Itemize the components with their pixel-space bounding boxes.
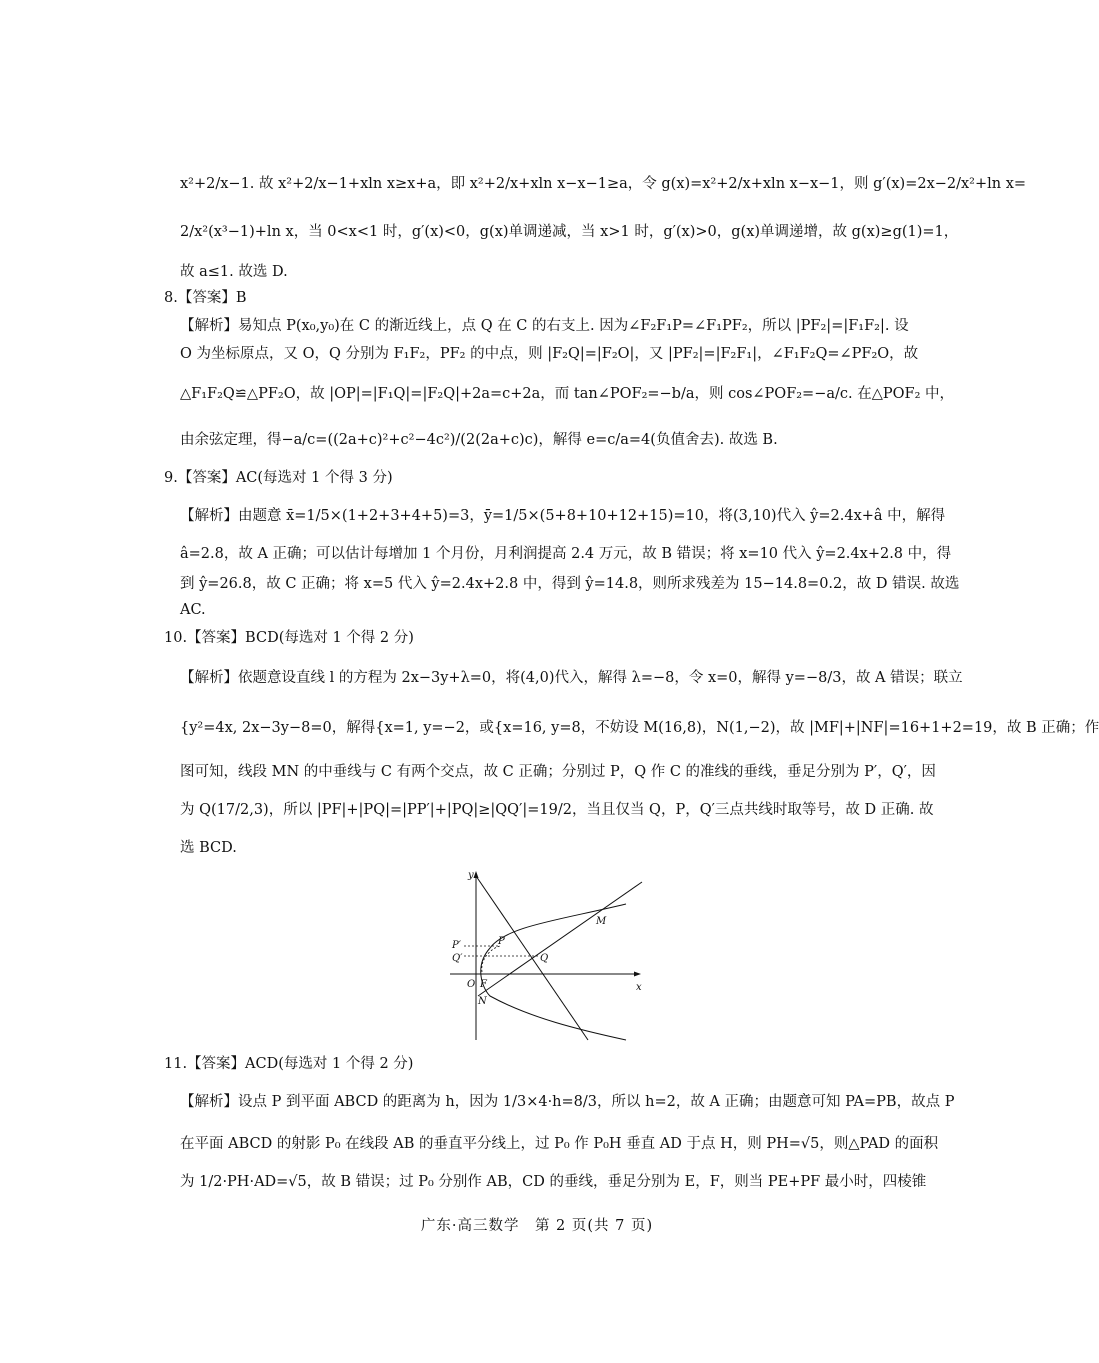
label-M: M — [596, 916, 607, 927]
perpendicular-bisector — [476, 876, 588, 1040]
label-Qp: Q′ — [452, 953, 463, 964]
line-6: △F₁F₂Q≌△PF₂O，故 |OP|=|F₁Q|=|F₂Q|+2a=c+2a，而 tan∠POF₂=−b/a，则 cos∠POF₂=−a/c. 在△POF₂ 中， — [180, 386, 955, 402]
line-19: 为 1/2·PH·AD=√5，故 B 错误；过 P₀ 分别作 AB，CD 的垂线，垂足分别为 E，F，则当 PE+PF 最小时，四棱锥 — [180, 1174, 927, 1190]
label-Pp: P′ — [452, 940, 461, 951]
y-arrow — [474, 871, 479, 878]
line-17: 【解析】设点 P 到平面 ABCD 的距离为 h，因为 1/3×4·h=8/3，所以 h=2，故 A 正确；由题意可知 PA=PB，故点 P — [180, 1094, 955, 1110]
line-8: 【解析】由题意 x̄=1/5×(1+2+3+4+5)=3，ȳ=1/5×(5+8+10+12+15)=10，将(3,10)代入 ŷ=2.4x+â 中，解得 — [180, 508, 946, 524]
line-9: â=2.8，故 A 正确；可以估计每增加 1 个月份，月利润提高 2.4 万元，故 B 错误；将 x=10 代入 ŷ=2.4x+2.8 中，得 — [180, 546, 952, 562]
x-arrow — [634, 972, 641, 977]
label-F: F — [480, 979, 487, 990]
answer-11: 11.【答案】ACD(每选对 1 个得 2 分) — [164, 1056, 414, 1072]
page-footer: 广东·高三数学 第 2 页(共 7 页) — [420, 1218, 654, 1234]
line-1: x²+2/x−1. 故 x²+2/x−1+xln x≥x+a，即 x²+2/x+xln x−x−1≥a，令 g(x)=x²+2/x+xln x−x−1，则 g′(x)=2x−2/x²+ln x= — [180, 176, 1027, 192]
line-15: 为 Q(17/2,3)，所以 |PF|+|PQ|=|PP′|+|PQ|≥|QQ′|=19/2，当且仅当 Q，P，Q′三点共线时取等号，故 D 正确. 故 — [180, 802, 934, 818]
line-7: 由余弦定理，得−a/c=((2a+c)²+c²−4c²)/(2(2a+c)c)，解得 e=c/a=4(负值舍去). 故选 B. — [180, 432, 778, 448]
line-3: 故 a≤1. 故选 D. — [180, 264, 288, 280]
label-y: y — [468, 870, 474, 881]
line-2: 2/x²(x³−1)+ln x，当 0<x<1 时，g′(x)<0，g(x)单调递减，当 x>1 时，g′(x)>0，g(x)单调递增，故 g(x)≥g(1)=1， — [180, 224, 959, 240]
line-13: {y²=4x, 2x−3y−8=0，解得{x=1, y=−2，或{x=16, y=8，不妨设 M(16,8)，N(1,−2)，故 |MF|+|NF|=16+1+2=19，故 B 正确；作 — [180, 720, 1099, 736]
line-4: 【解析】易知点 P(x₀,y₀)在 C 的渐近线上，点 Q 在 C 的右支上. 因为∠F₂F₁P=∠F₁PF₂，所以 |PF₂|=|F₁F₂|. 设 — [180, 318, 909, 334]
answer-10: 10.【答案】BCD(每选对 1 个得 2 分) — [164, 630, 414, 646]
line-18: 在平面 ABCD 的射影 P₀ 在线段 AB 的垂直平分线上，过 P₀ 作 P₀H 垂直 AD 于点 H，则 PH=√5，则△PAD 的面积 — [180, 1136, 939, 1152]
line-10: 到 ŷ=26.8，故 C 正确；将 x=5 代入 ŷ=2.4x+2.8 中，得到 ŷ=14.8，则所求残差为 15−14.8=0.2，故 D 错误. 故选 — [180, 576, 960, 592]
label-O: O — [467, 979, 476, 990]
line-11: AC. — [180, 602, 206, 618]
answer-8: 8.【答案】B — [164, 290, 247, 306]
dashed-arc — [482, 946, 500, 972]
line-14: 图可知，线段 MN 的中垂线与 C 有两个交点，故 C 正确；分别过 P，Q 作 C 的准线的垂线，垂足分别为 P′，Q′，因 — [180, 764, 936, 780]
answer-9: 9.【答案】AC(每选对 1 个得 3 分) — [164, 470, 393, 486]
parabola-figure — [440, 868, 660, 1043]
line-16: 选 BCD. — [180, 840, 237, 856]
label-P: P — [498, 936, 505, 947]
label-N: N — [478, 996, 487, 1007]
line-12: 【解析】依题意设直线 l 的方程为 2x−3y+λ=0，将(4,0)代入，解得 λ=−8，令 x=0，解得 y=−8/3，故 A 错误；联立 — [180, 670, 963, 686]
line-5: O 为坐标原点，又 O，Q 分别为 F₁F₂，PF₂ 的中点，则 |F₂Q|=|F₂O|，又 |PF₂|=|F₂F₁|，∠F₁F₂Q=∠PF₂O，故 — [180, 346, 919, 362]
label-x: x — [636, 982, 642, 993]
label-Q: Q — [540, 953, 549, 964]
